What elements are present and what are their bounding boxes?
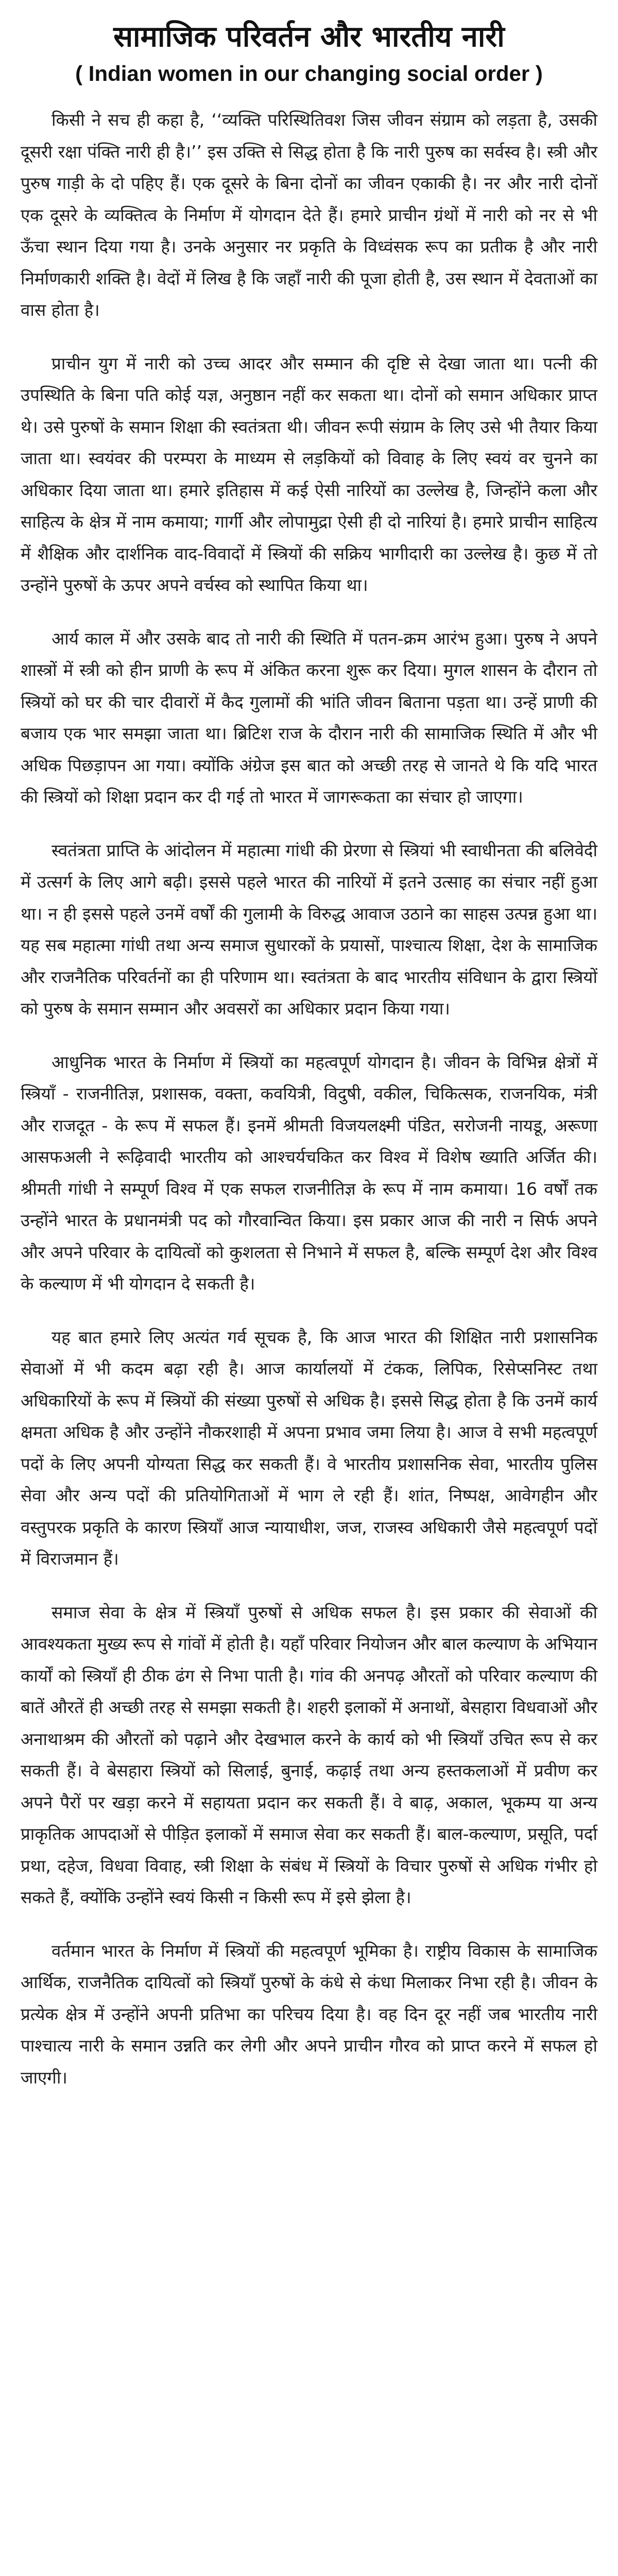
paragraph-7: समाज सेवा के क्षेत्र में स्त्रियाँ पुरुषों से अधिक सफल है। इस प्रकार की सेवाओं की आवश्यकता मुख्य रूप से गांवों में होती है। यहाँ परिवार नियोजन और बाल कल्याण के अभियान कार्यों को स्त्रियाँ ही ठीक ढंग से निभा पाती है। गांव की अनपढ़ औरतों को परिवार कल्याण की बातें औरतें ही अच्छी तरह से समझा सकती है। शहरी इलाकों में अनाथों, बेसहारा विधवाओं और अनाथाश्रम की औरतों को पढ़ाने और देखभाल करने के कार्य को भी स्त्रियाँ उचित रूप से कर सकती हैं। वे बेसहारा स्त्रियों को सिलाई, बुनाई, कढ़ाई तथा अन्य हस्तकलाओं में प्रवीण कर अपने पैरों पर खड़ा करने में सहायता प्रदान कर सकती हैं। वे बाढ़, अकाल, भूकम्प या अन्य प्राकृतिक आपदाओं से पीड़ित इलाकों में समाज सेवा कर सकती हैं। बाल-कल्याण, प्रसूति, पर्दा प्रथा, दहेज, विधवा विवाह, स्त्री शिक्षा के संबंध में स्त्रियों के विचार पुरुषों से अधिक गंभीर हो सकते हैं, क्योंकि उन्होंने स्वयं किसी न किसी रूप में इसे झेला है।: [21, 1602, 597, 1907]
paragraph-8: वर्तमान भारत के निर्माण में स्त्रियों की महत्वपूर्ण भूमिका है। राष्ट्रीय विकास के सामाजिक आर्थिक, राजनैतिक दायित्वों को स्त्रियाँ पुरुषों के कंधे से कंधा मिलाकर निभा रही है। जीवन के प्रत्येक क्षेत्र में उन्होंने अपनी प्रतिभा का परिचय दिया है। वह दिन दूर नहीं जब भारतीय नारी पाश्चात्य नारी के समान उन्नति कर लेगी और अपने प्राचीन गौरव को प्राप्त करने में सफल हो जाएगी।: [21, 1940, 597, 2088]
paragraph-4: स्वतंत्रता प्राप्ति के आंदोलन में महात्मा गांधी की प्रेरणा से स्त्रियां भी स्वाधीनता की बलिवेदी में उत्सर्ग के लिए आगे बढ़ी। इससे पहले भारत की नारियों में इतने उत्साह का संचार नहीं हुआ था। न ही इससे पहले उनमें वर्षों की गुलामी के विरुद्ध आवाज उठाने का साहस उत्पन्न हुआ था। यह सब महात्मा गांधी तथा अन्य समाज सुधारकों के प्रयासों, पाश्चात्य शिक्षा, देश के सामाजिक और राजनैतिक परिवर्तनों का ही परिणाम था। स्वतंत्रता के बाद भारतीय संविधान के द्वारा स्त्रियों को पुरुष के समान सम्मान और अवसरों का अधिकार प्रदान किया गया।: [21, 840, 597, 1019]
essay-title: सामाजिक परिवर्तन और भारतीय नारी: [113, 20, 505, 54]
paragraph-5: आधुनिक भारत के निर्माण में स्त्रियों का महत्वपूर्ण योगदान है। जीवन के विभिन्न क्षेत्रों में स्त्रियाँ - राजनीतिज्ञ, प्रशासक, वक्ता, कवयित्री, विदुषी, वकील, चिकित्सक, राजनयिक, मंत्री और राजदूत - के रूप में सफल हैं। इनमें श्रीमती विजयलक्ष्मी पंडित, सरोजनी नायडू, अरूणा आसफअली ने रूढ़िवादी भारतीय को आश्चर्यचकित कर विश्व में विशेष ख्याति अर्जित की। श्रीमती गांधी ने सम्पूर्ण विश्व में एक सफल राजनीतिज्ञ के रूप में नाम कमाया। 16 वर्षों तक उन्होंने भारत के प्रधानमंत्री पद को गौरवान्वित किया। इस प्रकार आज की नारी न सिर्फ अपने और अपने परिवार के दायित्वों को कुशलता से निभाने में सफल है, बल्कि सम्पूर्ण देश और विश्व के कल्याण में भी योगदान दे सकती है।: [21, 1052, 597, 1294]
paragraph-2: प्राचीन युग में नारी को उच्च आदर और सम्मान की दृष्टि से देखा जाता था। पत्नी की उपस्थिति के बिना पति कोई यज्ञ, अनुष्ठान नहीं कर सकता था। दोनों को समान अधिकार प्राप्त थे। उसे पुरुषों के समान शिक्षा की स्वतंत्रता थी। जीवन रूपी संग्राम के लिए उसे भी तैयार किया जाता था। स्वयंवर की परम्परा के माध्यम से लड़कियों को विवाह के लिए स्वयं वर चुनने का अधिकार दिया जाता था। हमारे इतिहास में कई ऐसी नारियों का उल्लेख है, जिन्होंने कला और साहित्य के क्षेत्र में नाम कमाया; गार्गी और लोपामुद्रा ऐसी ही दो नारियां है। हमारे प्राचीन साहित्य में शैक्षिक और दार्शनिक वाद-विवादों में स्त्रियों की सक्रिय भागीदारी का उल्लेख है। कुछ में तो उन्होंने पुरुषों के ऊपर अपने वर्चस्व को स्थापित किया था।: [21, 353, 597, 595]
paragraph-6: यह बात हमारे लिए अत्यंत गर्व सूचक है, कि आज भारत की शिक्षित नारी प्रशासनिक सेवाओं में भी कदम बढ़ा रही है। आज कार्यालयों में टंकक, लिपिक, रिसेप्सनिस्ट तथा अधिकारियों के रूप में स्त्रियों की संख्या पुरुषों से अधिक है। इससे सिद्ध होता है कि उनमें कार्य क्षमता अधिक है और उन्होंने नौकरशाही में अपना प्रभाव जमा लिया है। आज वे सभी महत्वपूर्ण पदों के लिए अपनी योग्यता सिद्ध कर सकती हैं। वे भारतीय प्रशासनिक सेवा, भारतीय पुलिस सेवा और अन्य पदों की प्रतियोगिताओं में भाग ले रही हैं। शांत, निष्पक्ष, आवेगहीन और वस्तुपरक प्रकृति के कारण स्त्रियाँ आज न्यायाधीश, जज, राजस्व अधिकारी जैसे महत्वपूर्ण पदों में विराजमान हैं।: [21, 1327, 597, 1569]
paragraph-3: आर्य काल में और उसके बाद तो नारी की स्थिति में पतन-क्रम आरंभ हुआ। पुरुष ने अपने शास्त्रों में स्त्री को हीन प्राणी के रूप में अंकित करना शुरू कर दिया। मुगल शासन के दौरान तो स्त्रियों को घर की चार दीवारों में कैद गुलामों की भांति जीवन बिताना पड़ता था। उन्हें प्राणी की बजाय एक भार समझा जाता था। ब्रिटिश राज के दौरान नारी की सामाजिक स्थिति में और भी अधिक पिछड़ापन आ गया। क्योंकि अंग्रेज इस बात को अच्छी तरह से जानते थे कि यदि भारत की स्त्रियों को शिक्षा प्रदान कर दी गई तो भारत में जागरूकता का संचार हो जाएगा।: [21, 628, 597, 807]
essay-subtitle: ( Indian women in our changing social order ): [75, 61, 543, 86]
paragraph-1: किसी ने सच ही कहा है, ‘‘व्यक्ति परिस्थितिवश जिस जीवन संग्राम को लड़ता है, उसकी दूसरी रक्षा पंक्ति नारी ही है।’’ इस उक्ति से सिद्ध होता है कि नारी पुरुष का सर्वस्व है। स्त्री और पुरुष गाड़ी के दो पहिए हैं। एक दूसरे के बिना दोनों का जीवन एकाकी है। नर और नारी दोनों एक दूसरे के व्यक्तित्व के निर्माण में योगदान देते हैं। हमारे प्राचीन ग्रंथों में नारी को नर से भी ऊँचा स्थान दिया गया है। उनके अनुसार नर प्रकृति के विध्वंसक रूप का प्रतीक है और नारी निर्माणकारी शक्ति है। वेदों में लिख है कि जहाँ नारी की पूजा होती है, उस स्थान में देवताओं का वास होता है।: [21, 110, 597, 320]
